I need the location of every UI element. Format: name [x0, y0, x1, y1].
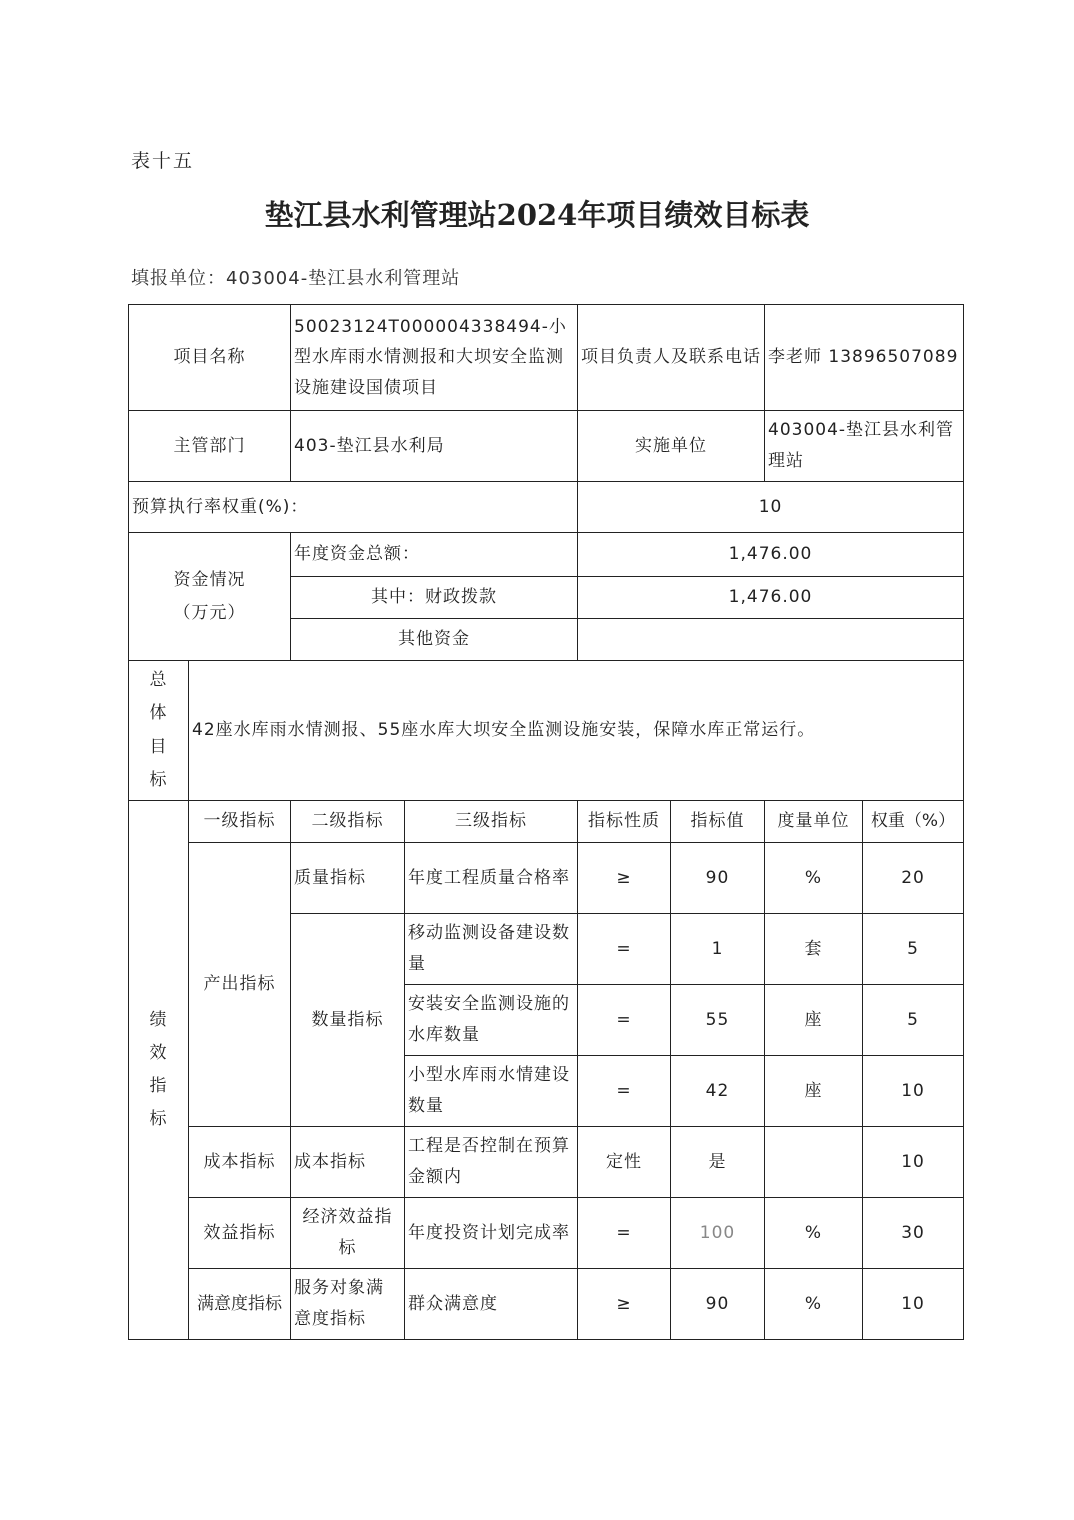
- department-value: 403-垫江县水利局: [291, 411, 578, 482]
- implementing-unit-label: 实施单位: [578, 411, 765, 482]
- indicator-weight: 10: [863, 1269, 964, 1340]
- indicator-value: 1: [671, 914, 765, 985]
- funds-fiscal-value: 1,476.00: [578, 577, 964, 619]
- indicator-value: 100: [671, 1198, 765, 1269]
- indicator-nature: ≥: [578, 843, 671, 914]
- overall-goal-label: [129, 661, 189, 801]
- indicator-name: 群众满意度: [405, 1269, 578, 1340]
- indicator-nature: =: [578, 1198, 671, 1269]
- table-row: [129, 1269, 964, 1340]
- funds-label: [129, 533, 291, 661]
- header-unit: 度量单位: [765, 801, 863, 843]
- indicator-nature: ≥: [578, 1269, 671, 1340]
- header-level2: 二级指标: [291, 801, 405, 843]
- header-level3: 三级指标: [405, 801, 578, 843]
- indicators-label-char: 绩: [149, 1009, 168, 1030]
- indicator-unit: 座: [765, 985, 863, 1056]
- implementing-unit-value: 403004-垫江县水利管理站: [765, 411, 964, 482]
- indicator-weight: 30: [863, 1198, 964, 1269]
- overall-goal-text: 42座水库雨水情测报、55座水库大坝安全监测设施安装，保障水库正常运行。: [189, 661, 964, 801]
- indicator-unit: %: [765, 1269, 863, 1340]
- level1-output: 产出指标: [189, 843, 291, 1127]
- document-title: 垫江县水利管理站2024年项目绩效目标表: [264, 198, 810, 232]
- table-row: [129, 1198, 964, 1269]
- table-row: [129, 1127, 964, 1198]
- indicator-value: 90: [671, 843, 765, 914]
- indicator-name: 年度投资计划完成率: [405, 1198, 578, 1269]
- level1-satisfaction: 满意度指标: [189, 1269, 291, 1340]
- indicator-value: 55: [671, 985, 765, 1056]
- indicator-name: 年度工程质量合格率: [405, 843, 578, 914]
- level2-economic: 经济效益指标: [291, 1198, 405, 1269]
- indicator-weight: 20: [863, 843, 964, 914]
- project-name-value: 50023124T000004338494-小型水库雨水情测报和大坝安全监测设施建设国债项目: [291, 305, 578, 411]
- funds-other-value: [578, 619, 964, 661]
- project-name-label: 项目名称: [129, 305, 291, 411]
- funds-label-line2: （万元）: [173, 602, 246, 623]
- indicators-label-char: 效: [149, 1042, 168, 1063]
- funds-other-label: 其他资金: [291, 619, 578, 661]
- performance-indicators-label: [129, 801, 189, 1340]
- indicator-weight: 5: [863, 985, 964, 1056]
- level2-service: 服务对象满意度指标: [291, 1269, 405, 1340]
- indicator-value: 是: [671, 1127, 765, 1198]
- level2-cost: 成本指标: [291, 1127, 405, 1198]
- header-nature: 指标性质: [578, 801, 671, 843]
- filling-unit: 填报单位：403004-垫江县水利管理站: [131, 268, 461, 289]
- indicator-unit: 套: [765, 914, 863, 985]
- indicator-weight: 10: [863, 1127, 964, 1198]
- header-weight: 权重（%）: [863, 801, 964, 843]
- header-value: 指标值: [671, 801, 765, 843]
- indicator-name: 移动监测设备建设数量: [405, 914, 578, 985]
- goal-label-char: 标: [149, 769, 168, 790]
- indicator-name: 安装安全监测设施的水库数量: [405, 985, 578, 1056]
- indicator-value: 42: [671, 1056, 765, 1127]
- indicator-nature: =: [578, 1056, 671, 1127]
- header-level1: 一级指标: [189, 801, 291, 843]
- level2-quantity: 数量指标: [291, 914, 405, 1127]
- indicator-name: 小型水库雨水情建设数量: [405, 1056, 578, 1127]
- level1-benefit: 效益指标: [189, 1198, 291, 1269]
- indicator-unit: 座: [765, 1056, 863, 1127]
- indicator-value: 90: [671, 1269, 765, 1340]
- indicator-unit: %: [765, 843, 863, 914]
- indicator-weight: 10: [863, 1056, 964, 1127]
- indicator-nature: 定性: [578, 1127, 671, 1198]
- contact-label: 项目负责人及联系电话: [578, 305, 765, 411]
- performance-goal-table: [128, 304, 964, 1340]
- indicator-nature: =: [578, 985, 671, 1056]
- goal-label-char: 体: [149, 703, 168, 724]
- funds-total-label: 年度资金总额：: [291, 533, 578, 577]
- table-row: [129, 843, 964, 914]
- table-number-label: 表十五: [131, 150, 195, 172]
- funds-fiscal-label: 其中：财政拨款: [291, 577, 578, 619]
- indicator-name: 工程是否控制在预算金额内: [405, 1127, 578, 1198]
- contact-value: 李老师 13896507089: [765, 305, 964, 411]
- department-label: 主管部门: [129, 411, 291, 482]
- level1-cost: 成本指标: [189, 1127, 291, 1198]
- budget-rate-value: 10: [578, 482, 964, 533]
- indicators-label-char: 指: [149, 1076, 168, 1096]
- funds-total-value: 1,476.00: [578, 533, 964, 577]
- indicator-weight: 5: [863, 914, 964, 985]
- budget-rate-label: 预算执行率权重(%)：: [129, 482, 578, 533]
- indicator-nature: =: [578, 914, 671, 985]
- level2-quality: 质量指标: [291, 843, 405, 914]
- goal-label-char: 总: [149, 670, 168, 691]
- indicators-label-char: 标: [149, 1109, 168, 1130]
- indicator-unit: [765, 1127, 863, 1198]
- goal-label-char: 目: [149, 736, 168, 757]
- indicator-unit: %: [765, 1198, 863, 1269]
- funds-label-line1: 资金情况: [173, 570, 246, 591]
